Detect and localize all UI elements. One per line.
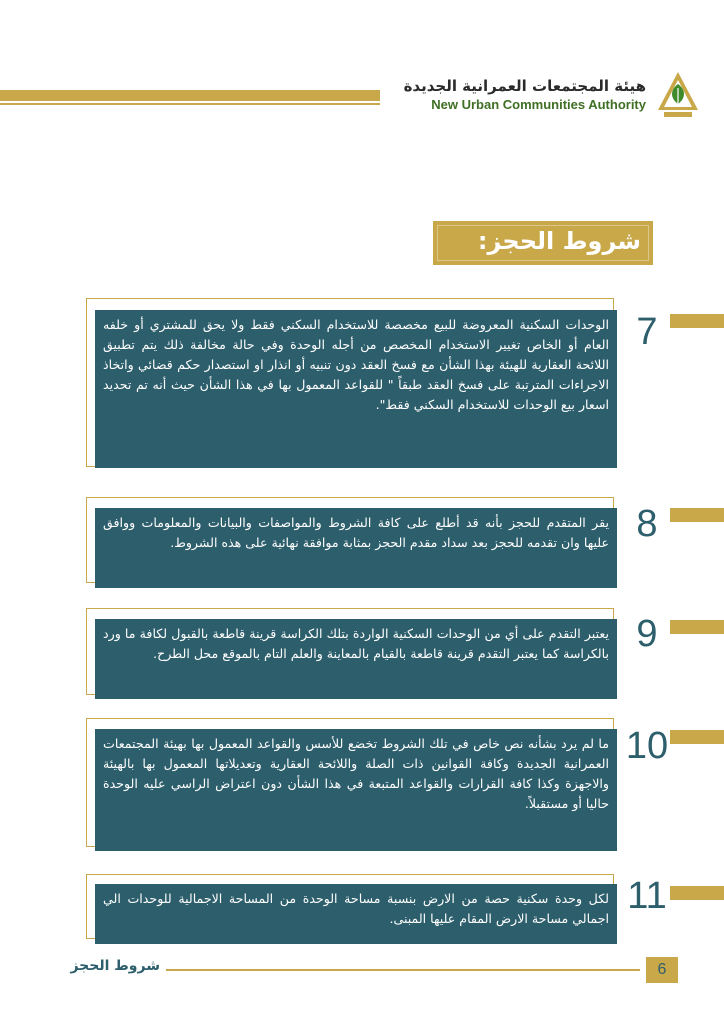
condition-number: 11 [627,875,667,917]
condition-number: 10 [625,725,669,767]
item-gold-tab [670,620,724,634]
footer-label: شروط الحجز [70,958,160,974]
item-gold-tab [670,730,724,744]
page-number: 6 [646,957,678,983]
condition-number: 9 [636,613,658,655]
condition-text: يقر المتقدم للحجز بأنه قد أطلع على كافة الشروط والمواصفات والبيانات والمعلومات ووافق عليها وان تقدمه للحجز بعد سداد مقدم الحجز بمثابة موافقة نهائية على هذه الشروط. [103,515,609,550]
condition-text: يعتبر التقدم على أي من الوحدات السكنية الواردة بتلك الكراسة قرينة قاطعة بالقبول لكافة ما ورد بالكراسة كما يعتبر التقدم قرينة قاطعة بالقيام بالمعاينة والعلم التام بالموقع محل الطرح. [103,626,609,661]
condition-item-11 [95,884,617,944]
item-gold-tab [670,886,724,900]
condition-item-9 [95,619,617,699]
condition-item-7 [95,310,617,468]
section-title-box [433,221,653,265]
section-title: شروط الحجز: [477,227,641,255]
footer-divider [166,969,640,971]
header-decorative-bar [0,90,380,101]
condition-text: لكل وحدة سكنية حصة من الارض بنسبة مساحة الوحدة من المساحة الاجمالية للوحدات الي اجمالي مساحة الارض المقام عليها المبنى. [103,891,609,926]
condition-number: 8 [636,503,658,545]
condition-item-10 [95,729,617,851]
item-gold-tab [670,314,724,328]
condition-text: الوحدات السكنية المعروضة للبيع مخصصة للاستخدام السكني فقط ولا يحق للمشتري أو خلفه العام أو الخاص تغيير الاستخدام المخصص من أجله الوحدة وفي حالة مخالفة ذلك يتم تطبيق اللائحة العقارية للهيئة بهذا الشأن مع فسخ العقد دون تنبيه أو انذار او استصدار حكم قضائي واتخاذ الاجراءات المترتبة على فسخ العقد طبقاً " للقواعد المعمول بها في هذا الشأن حيث أنه تم تحديد اسعار بيع الوحدات للاستخدام السكني فقط". [103,317,609,412]
organization-header [380,70,700,120]
condition-item-8 [95,508,617,588]
condition-number: 7 [636,311,658,353]
item-gold-tab [670,508,724,522]
condition-text: ما لم يرد بشأنه نص خاص في تلك الشروط تخضع للأسس والقواعد المعمول بها بهيئة المجتمعات العمرانية الجديدة وكافة القوانين ذات الصلة واللائحة العقارية وتعديلاتها المعمول بها بالهيئة والاجهزة وكذا كافة القرارات والقواعد المتبعة في هذا الشأن دون اعتراض الراسي عليه الوحدة حاليا أو مستقبلاً. [103,736,609,811]
nuca-logo-icon [656,70,700,120]
org-name-english: New Urban Communities Authority [431,97,646,112]
org-name-arabic: هيئة المجتمعات العمرانية الجديدة [403,77,646,95]
